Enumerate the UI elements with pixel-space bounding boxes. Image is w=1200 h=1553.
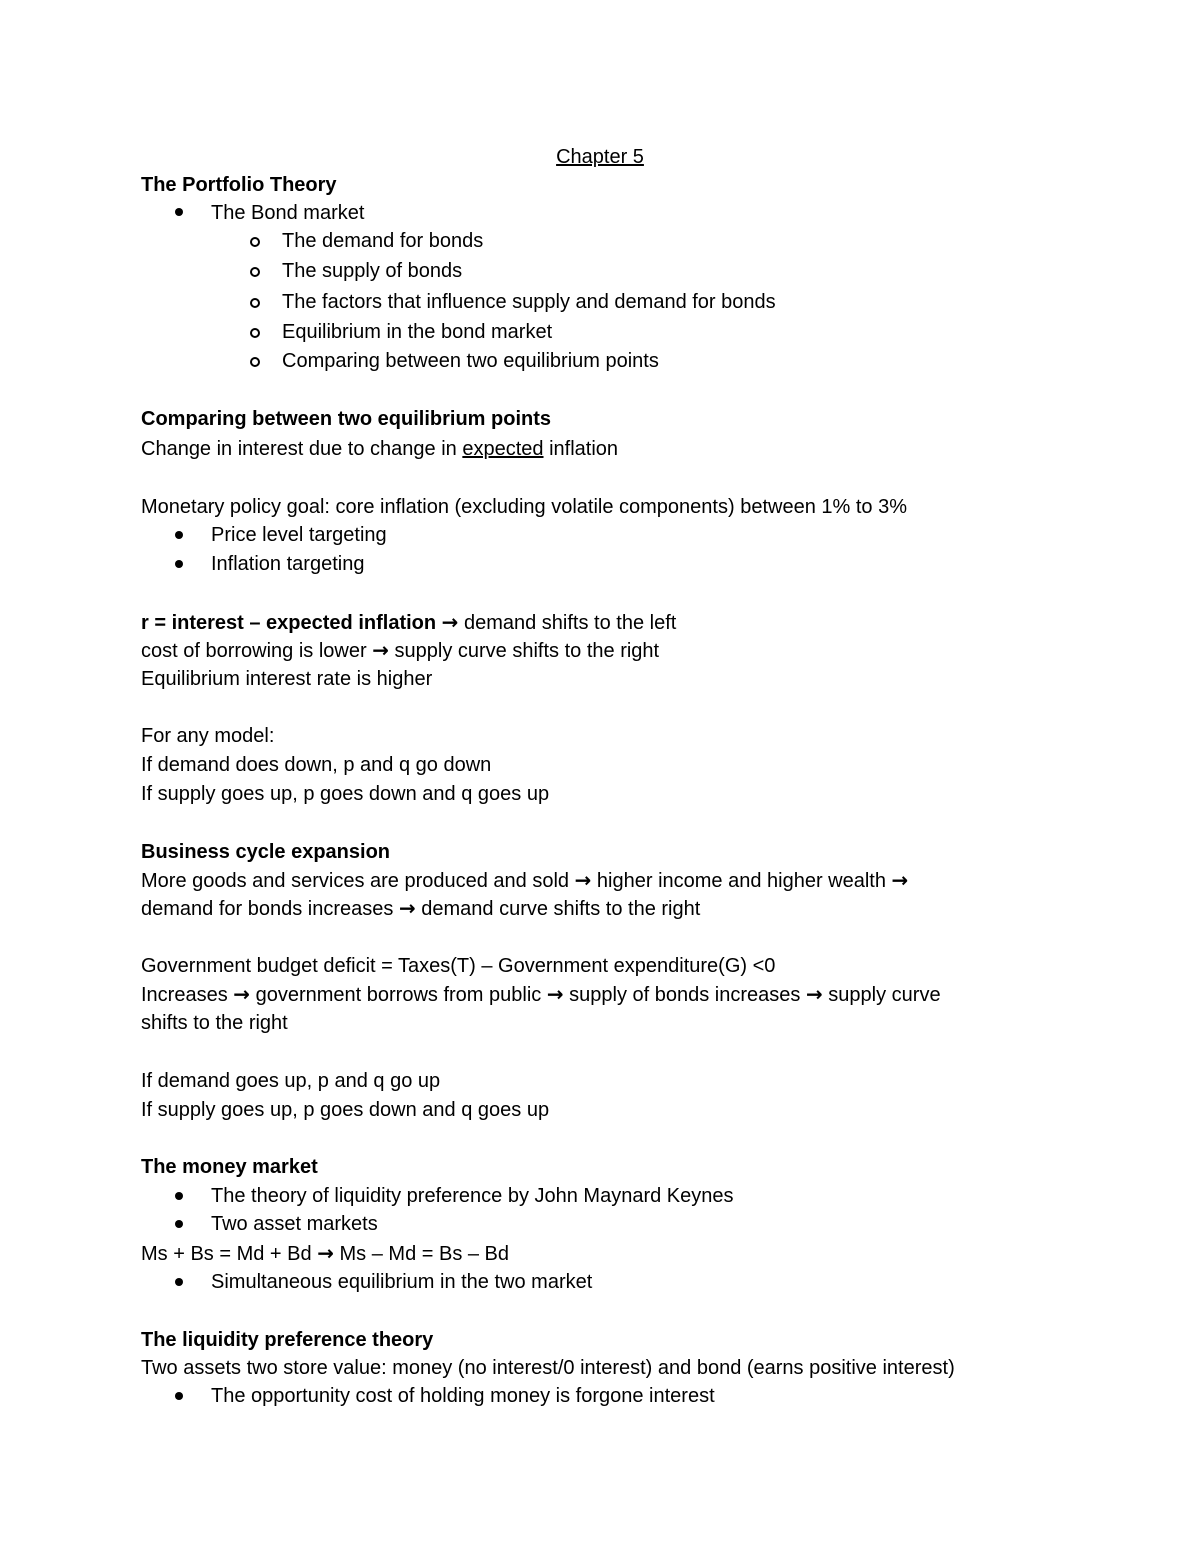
bullet-icon — [175, 1392, 183, 1400]
comparing-heading: Comparing between two equilibrium points — [141, 408, 552, 430]
business-cycle-line-1: More goods and services are produced and sold → higher income and higher wealth → — [141, 868, 909, 892]
deficit-line-3: shifts to the right — [141, 1012, 288, 1034]
money-market-heading: The money market — [141, 1156, 318, 1178]
real-rate-line-2: cost of borrowing is lower → supply curve shifts to the right — [141, 638, 660, 662]
any-model-line: If supply goes up, p goes down and q goes up — [141, 783, 550, 805]
demand-up-line: If demand goes up, p and q go up — [141, 1070, 441, 1092]
any-model-line: If demand does down, p and q go down — [141, 754, 492, 776]
arrow-right-icon: → — [317, 1241, 334, 1265]
deficit-line-1: Government budget deficit = Taxes(T) – Government expenditure(G) <0 — [141, 955, 776, 977]
deficit-line-2: Increases → government borrows from public → supply of bonds increases → supply curve — [141, 982, 941, 1006]
sub-item: Equilibrium in the bond market — [282, 321, 553, 343]
liquidity-line: Two assets two store value: money (no interest/0 interest) and bond (earns positive interest) — [141, 1357, 955, 1379]
circle-bullet-icon — [250, 298, 260, 308]
any-model-line: For any model: — [141, 725, 275, 747]
business-cycle-line-2: demand for bonds increases → demand curve shifts to the right — [141, 896, 701, 920]
bullet-icon — [175, 560, 183, 568]
arrow-right-icon: → — [233, 982, 251, 1006]
bond-market-item: The Bond market — [211, 202, 365, 224]
arrow-right-icon: → — [441, 610, 459, 634]
sub-item: Comparing between two equilibrium points — [282, 350, 659, 372]
real-rate-line-1: r = interest – expected inflation → demand shifts to the left — [141, 610, 677, 634]
bullet-icon — [175, 1192, 183, 1200]
liquidity-heading: The liquidity preference theory — [141, 1329, 434, 1351]
money-market-bullet: Two asset markets — [211, 1213, 378, 1235]
real-rate-line-3: Equilibrium interest rate is higher — [141, 668, 433, 690]
liquidity-bullet: The opportunity cost of holding money is forgone interest — [211, 1385, 715, 1407]
money-market-bullet: The theory of liquidity preference by John Maynard Keynes — [211, 1185, 734, 1207]
circle-bullet-icon — [250, 237, 260, 247]
expected-underlined: expected — [462, 438, 544, 460]
portfolio-heading: The Portfolio Theory — [141, 174, 337, 196]
sub-item: The demand for bonds — [282, 230, 484, 252]
bullet-icon — [175, 1220, 183, 1228]
monetary-bullet: Price level targeting — [211, 524, 387, 546]
bullet-icon — [175, 208, 183, 216]
money-market-bullet: Simultaneous equilibrium in the two market — [211, 1271, 593, 1293]
money-market-equation: Ms + Bs = Md + Bd → Ms – Md = Bs – Bd — [141, 1241, 510, 1265]
circle-bullet-icon — [250, 267, 260, 277]
expected-inflation-line: Change in interest due to change in expected inflation — [141, 438, 619, 460]
arrow-right-icon: → — [398, 896, 416, 920]
arrow-right-icon: → — [372, 638, 389, 662]
chapter-title: Chapter 5 — [556, 146, 644, 168]
monetary-goal: Monetary policy goal: core inflation (excluding volatile components) between 1% to 3% — [141, 496, 907, 518]
arrow-right-icon: → — [891, 868, 909, 892]
sub-item: The supply of bonds — [282, 260, 463, 282]
sub-item: The factors that influence supply and demand for bonds — [282, 291, 776, 313]
bullet-icon — [175, 1278, 183, 1286]
monetary-bullet: Inflation targeting — [211, 553, 365, 575]
circle-bullet-icon — [250, 357, 260, 367]
business-cycle-heading: Business cycle expansion — [141, 841, 391, 863]
arrow-right-icon: → — [805, 982, 823, 1006]
demand-up-line: If supply goes up, p goes down and q goes up — [141, 1099, 550, 1121]
circle-bullet-icon — [250, 328, 260, 338]
arrow-right-icon: → — [546, 982, 564, 1006]
arrow-right-icon: → — [574, 868, 592, 892]
bullet-icon — [175, 531, 183, 539]
